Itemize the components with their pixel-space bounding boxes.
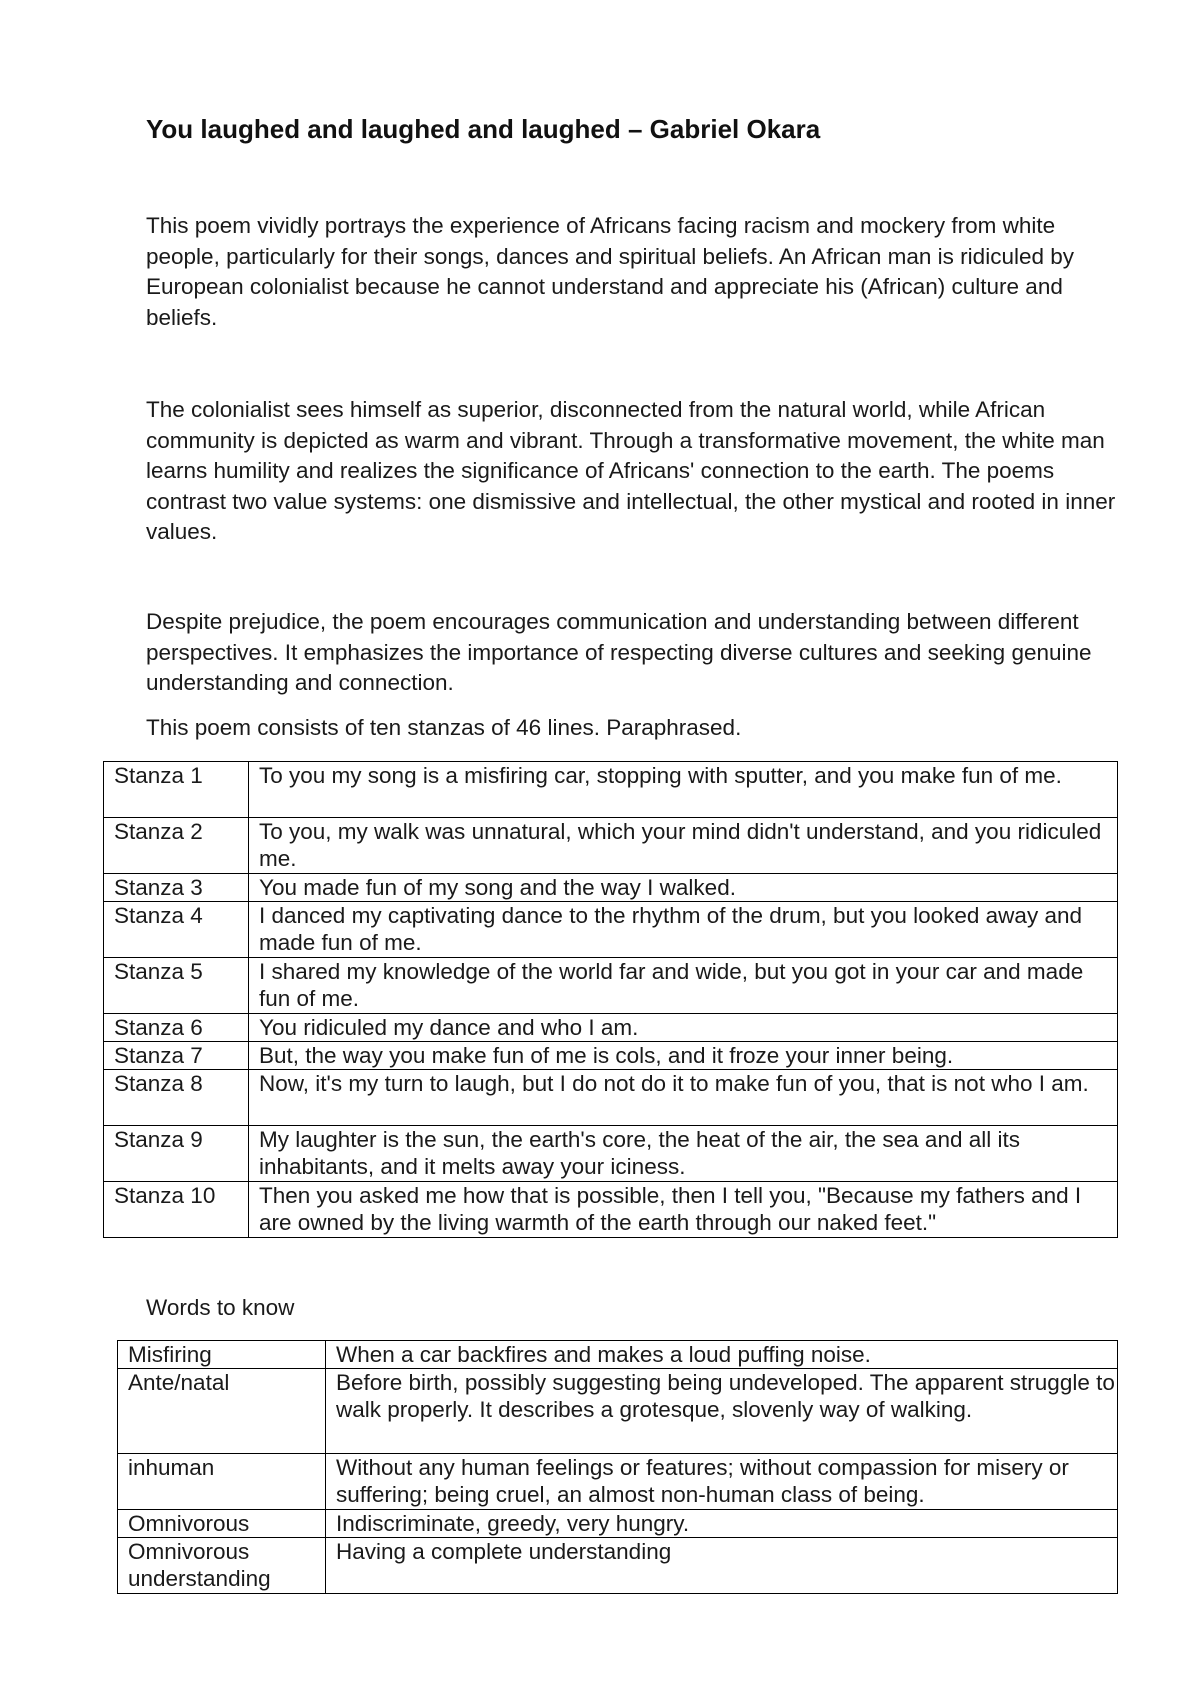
colonialist-paragraph: The colonialist sees himself as superior, disconnected from the natural world, while African community is depicted as warm and vibrant. Through a transformative movement, the white man learns humility and realizes the significance of Africans' connection to the earth. The poems contrast two value systems: one dismissive and intellectual, the other mystical and rooted in inner values. [146,397,1116,544]
stanza-label: Stanza 4 [104,902,249,958]
stanza-label: Stanza 7 [104,1042,249,1070]
table-row [118,1369,1118,1454]
stanza-label: Stanza 10 [104,1182,249,1238]
table-row [104,902,1118,958]
table-row [104,818,1118,874]
table-row [118,1341,1118,1369]
table-row [118,1510,1118,1538]
table-row [104,874,1118,902]
word-definition: Before birth, possibly suggesting being undeveloped. The apparent struggle to walk properly. It describes a grotesque, slovenly way of walking. [326,1369,1118,1454]
word-term: Omnivorous [118,1510,326,1538]
word-definition: When a car backfires and makes a loud puffing noise. [326,1341,1118,1369]
table-row [104,958,1118,1014]
stanza-text: I danced my captivating dance to the rhythm of the drum, but you looked away and made fun of me. [249,902,1118,958]
word-definition: Indiscriminate, greedy, very hungry. [326,1510,1118,1538]
word-term: inhuman [118,1454,326,1510]
stanza-text: Now, it's my turn to laugh, but I do not do it to make fun of you, that is not who I am. [249,1070,1118,1126]
stanza-label: Stanza 6 [104,1014,249,1042]
stanza-text: To you, my walk was unnatural, which your mind didn't understand, and you ridiculed me. [249,818,1118,874]
stanza-text: I shared my knowledge of the world far and wide, but you got in your car and made fun of me. [249,958,1118,1014]
stanza-text: My laughter is the sun, the earth's core, the heat of the air, the sea and all its inhabitants, and it melts away your iciness. [249,1126,1118,1182]
stanza-label: Stanza 5 [104,958,249,1014]
stanza-text: Then you asked me how that is possible, then I tell you, "Because my fathers and I are owned by the living warmth of the earth through our naked feet." [249,1182,1118,1238]
table-row [104,1042,1118,1070]
word-term: Ante/natal [118,1369,326,1454]
intro-paragraph: This poem vividly portrays the experience of Africans facing racism and mockery from white people, particularly for their songs, dances and spiritual beliefs. An African man is ridiculed by European colonialist because he cannot understand and appreciate his (African) culture and beliefs. [146,213,1074,330]
stanza-label: Stanza 9 [104,1126,249,1182]
word-term: Omnivorous understanding [118,1538,326,1594]
table-row [118,1454,1118,1510]
stanza-label: Stanza 3 [104,874,249,902]
stanza-table [103,761,1118,1238]
words-heading: Words to know [146,1295,295,1320]
stanza-text: You made fun of my song and the way I walked. [249,874,1118,902]
word-definition: Without any human feelings or features; without compassion for misery or suffering; being cruel, an almost non-human class of being. [326,1454,1118,1510]
words-table [117,1340,1118,1594]
document-title: You laughed and laughed and laughed – Gabriel Okara [146,114,821,144]
prejudice-paragraph: Despite prejudice, the poem encourages communication and understanding between different perspectives. It emphasizes the importance of respecting diverse cultures and seeking genuine understanding and connection. [146,609,1092,695]
table-row [104,1126,1118,1182]
table-row [104,1070,1118,1126]
word-term: Misfiring [118,1341,326,1369]
structure-paragraph: This poem consists of ten stanzas of 46 lines. Paraphrased. [146,715,742,740]
stanza-text: To you my song is a misfiring car, stopping with sputter, and you make fun of me. [249,762,1118,818]
stanza-text: But, the way you make fun of me is cols, and it froze your inner being. [249,1042,1118,1070]
stanza-label: Stanza 8 [104,1070,249,1126]
word-definition: Having a complete understanding [326,1538,1118,1594]
stanza-label: Stanza 2 [104,818,249,874]
table-row [104,762,1118,818]
stanza-text: You ridiculed my dance and who I am. [249,1014,1118,1042]
table-row [104,1014,1118,1042]
table-row [118,1538,1118,1594]
stanza-label: Stanza 1 [104,762,249,818]
table-row [104,1182,1118,1238]
